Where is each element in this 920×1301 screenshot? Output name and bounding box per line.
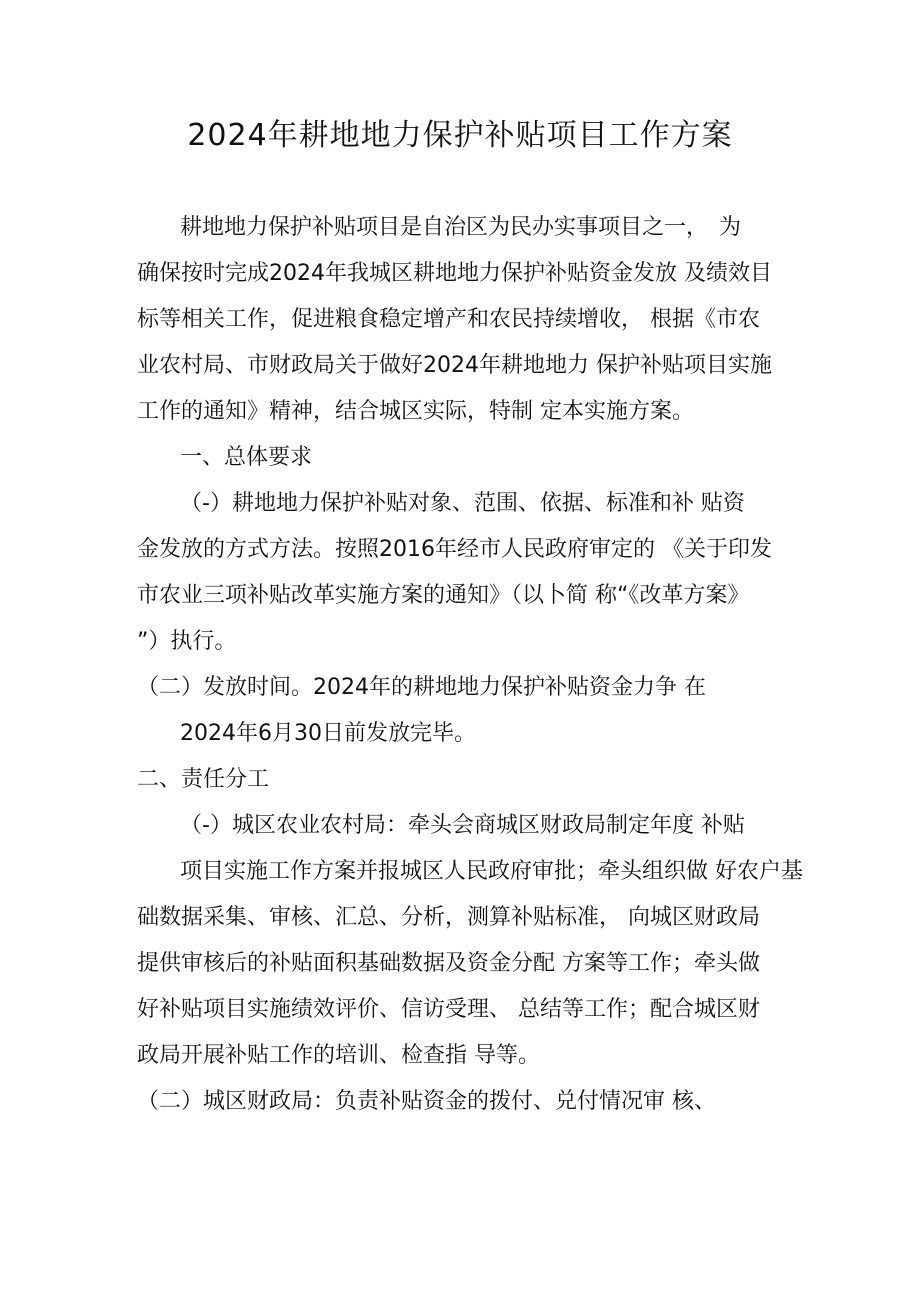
paragraph-line: 好补贴项目实施绩效评价、信访受理、 总结等工作；配合城区财 [137, 997, 760, 1022]
intro-line-3: 标等相关工作，促进粮食稳定增产和农民持续增收， 根据《市农 [137, 307, 760, 332]
intro-line-4: 业农村局、市财政局关于做好2024年耕地地力 保护补贴项目实施 [137, 353, 772, 378]
paragraph-line: 政局开展补贴工作的培训、检查指 导等。 [137, 1043, 540, 1068]
section-heading-2: 二、责任分工 [137, 767, 270, 792]
paragraph-line: 础数据采集、审核、汇总、分析，测算补贴标准， 向城区财政局 [137, 905, 760, 930]
paragraph-line: 2024年6月30日前发放完毕。 [180, 721, 476, 746]
paragraph-line: （-）耕地地力保护补贴对象、范围、依据、标准和补 贴资 [180, 491, 745, 516]
paragraph-line: （二）城区财政局：负责补贴资金的拨付、兑付情况审 核、 [137, 1089, 716, 1114]
intro-line-2: 确保按时完成2024年我城区耕地地力保护补贴资金发放 及绩效目 [137, 261, 772, 286]
intro-line-1: 耕地地力保护补贴项目是自治区为民办实事项目之一， 为 [180, 215, 742, 240]
paragraph-line: 项目实施工作方案并报城区人民政府审批；牵头组织做 好农户基 [180, 859, 803, 884]
paragraph-line: 提供审核后的补贴面积基础数据及资金分配 方案等工作；牵头做 [137, 951, 760, 976]
paragraph-line: 金发放的方式方法。按照2016年经市人民政府审定的 《关于印发 [137, 537, 772, 562]
section-heading-1: 一、总体要求 [180, 445, 313, 470]
intro-line-5: 工作的通知》精神，结合城区实际，特制 定本实施方案。 [137, 399, 694, 424]
document-title: 2024年耕地地力保护补贴项目工作方案 [187, 118, 733, 153]
paragraph-line: ”）执行。 [137, 629, 237, 654]
paragraph-line: 市农业三项补贴改革实施方案的通知》（以卜简 称“《改革方案》 [137, 583, 750, 608]
paragraph-line: （-）城区农业农村局：牵头会商城区财政局制定年度 补贴 [180, 813, 745, 838]
paragraph-line: （二）发放时间。2024年的耕地地力保护补贴资金力争 在 [137, 675, 706, 700]
